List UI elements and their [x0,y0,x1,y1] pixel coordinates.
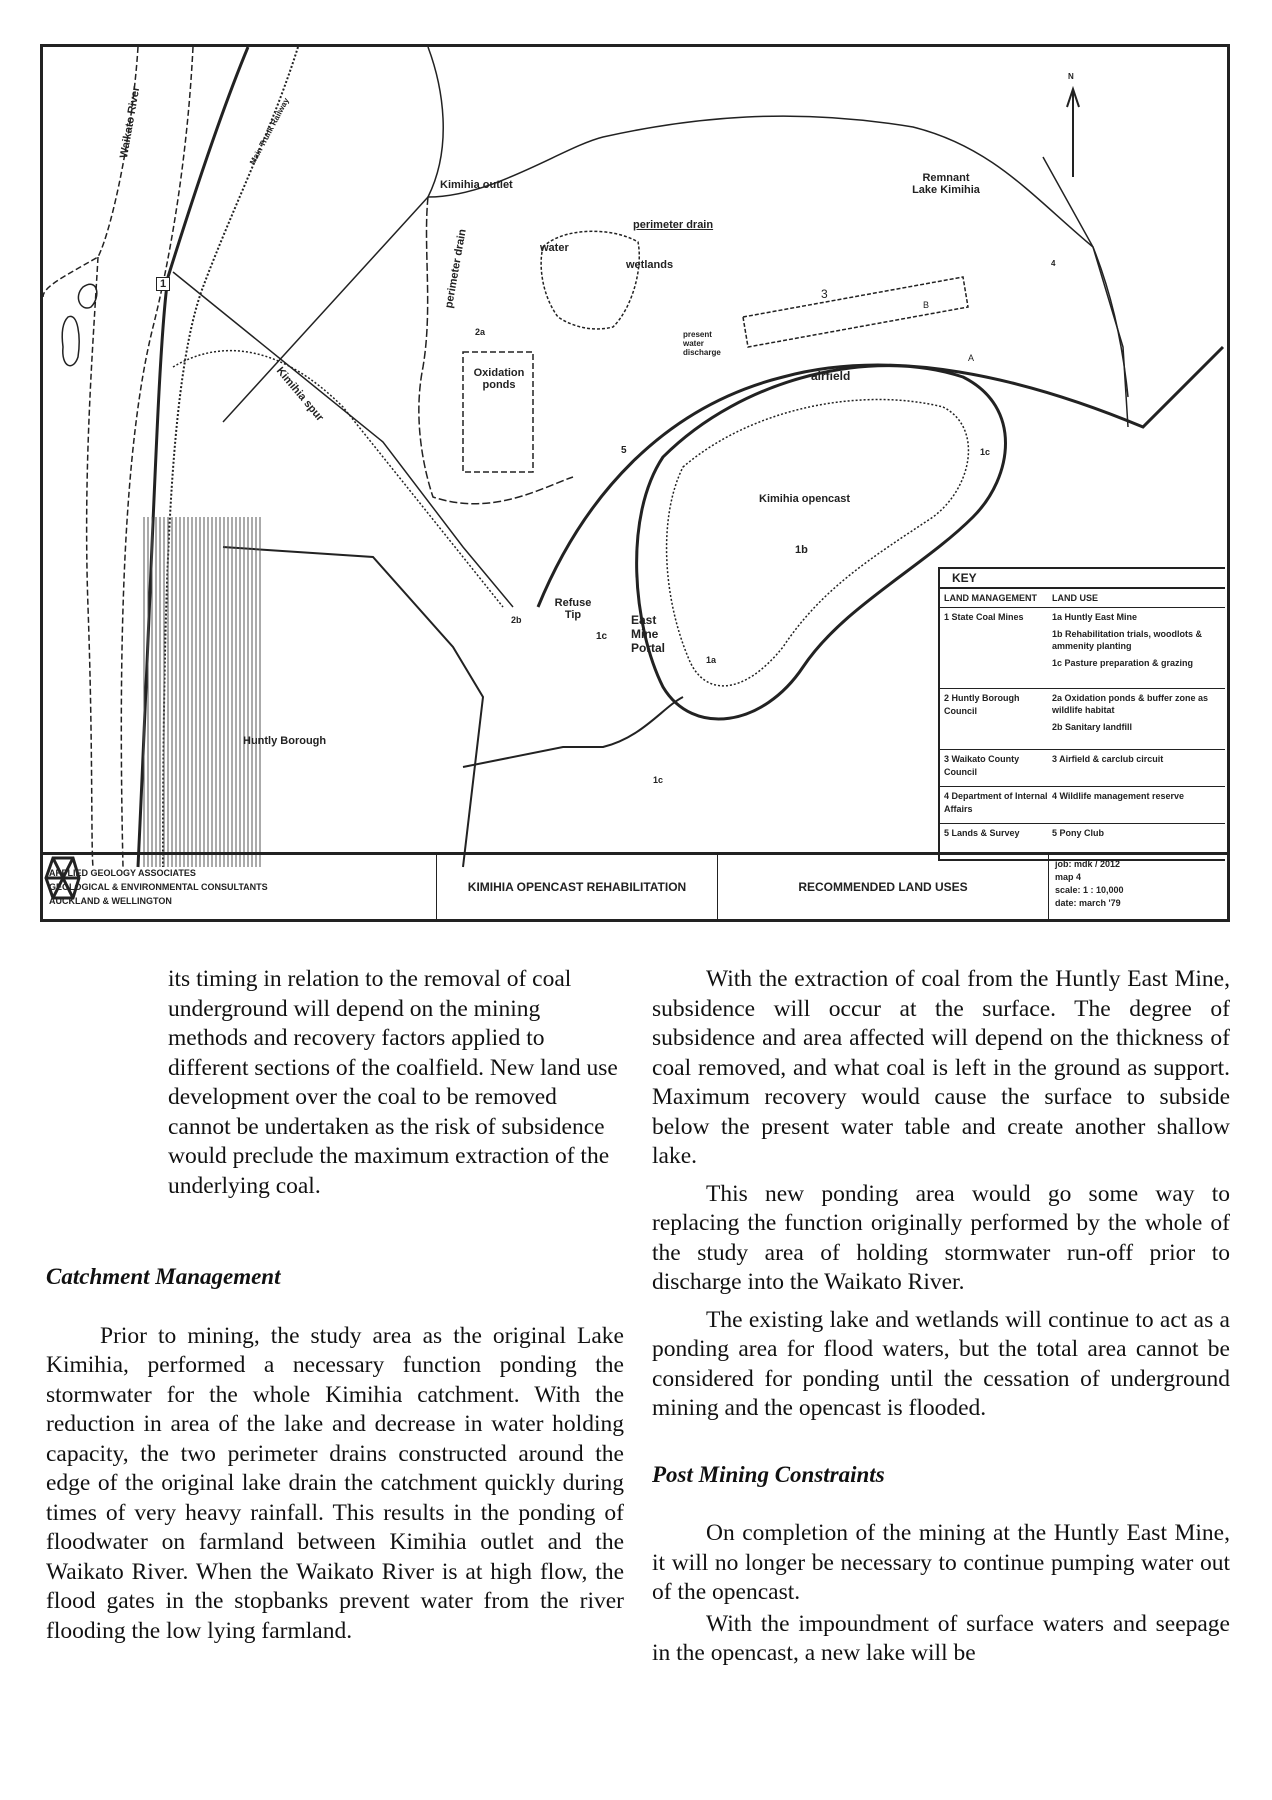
firm-name: APPLIED GEOLOGY ASSOCIATES [49,868,196,878]
label-kimihia-outlet: Kimihia outlet [440,179,513,191]
paragraph: its timing in relation to the removal of coal underground will depend on the mining methods and recovery factors applied to different sections of the coalfield. New land use development over the coal to be removed cannot be undertaken as the risk of subsidence would preclude the maximum extraction of the underlying coal. [168,966,618,1199]
firm-block [43,855,437,919]
map-key [938,567,1225,861]
river-bank-west [43,47,138,297]
zone-1c: 1c [596,631,608,642]
project-title: KIMIHIA OPENCAST REHABILITATION [437,855,718,919]
key-group [940,787,1225,824]
label-perimeter-drain-top: perimeter drain [633,219,714,231]
label-wetlands: wetlands [626,259,674,271]
key-group [940,824,1225,847]
opencast-rim-inner [667,400,969,686]
zone-1a: 1a [706,655,717,665]
job-number: job: mdk / 2012 [1055,859,1121,869]
key-use: 3 Airfield & carclub circuit [1052,754,1164,764]
key-use: 2a Oxidation ponds & buffer zone as wildlife habitat [1052,693,1209,715]
key-use: 1c Pasture preparation & grazing [1052,658,1194,668]
land-use-map [40,44,1230,922]
label-huntly-borough: Huntly Borough [243,735,327,747]
key-use: 5 Pony Club [1052,828,1105,838]
key-use: 4 Wildlife management reserve [1052,791,1184,801]
key-management: 4 Department of Internal Affairs [944,791,1048,814]
label-water: water [540,242,569,254]
zone-1c: 1c [980,447,991,457]
label-kimihia-opencast: Kimihia opencast [759,493,851,505]
zone-B: B [923,300,930,310]
map-number: map 4 [1055,872,1082,882]
paragraph: With the extraction of coal from the Huntly East Mine, subsidence will occur at the surface. The degree of subsidence and area affected will depend on the thickness of coal removed, and what coal is left in the ground as support. Maximum recovery would cause the surface to subside below the present water table and create another shallow lake. [652,966,1230,1169]
road-diagonal-2 [223,197,428,422]
zone-2a: 2a [475,327,486,337]
paragraph: With the impoundment of surface waters and seepage in the opencast, a new lake will be [652,1610,1230,1666]
borough-road [463,697,683,767]
key-use: 1a Huntly East Mine [1052,612,1138,622]
zone-1c: 1c [653,775,664,785]
key-group [940,608,1225,689]
river-bank-west-2 [87,257,98,867]
paragraph: This new ponding area would go some way to replacing the function originally performed by the whole of the study area of holding stormwater run-off prior to discharge into the Waikato River. [652,1180,1230,1295]
label-present-water-discharge: present water discharge [683,330,721,357]
firm-location: AUCKLAND & WELLINGTON [49,896,172,906]
firm-logo-icon [43,855,81,901]
key-col-management: LAND MANAGEMENT [944,593,1037,603]
zone-1b: 1b [795,544,808,556]
label-waikato-river: Waikato River [118,85,143,160]
label-main-trunk-railway: Main Trunk Railway [248,96,291,167]
left-column-bottom [46,1262,624,1646]
lake-boundary [1043,157,1128,427]
key-use: 2b Sanitary landfill [1052,722,1133,732]
label-airfield: airfield [811,369,851,383]
map-date: date: march '79 [1055,898,1121,908]
paragraph: The existing lake and wetlands will continue to act as a ponding area for flood waters, but the total area cannot be considered for ponding until the cessation of underground mining and the opencast is flooded. [652,1306,1230,1421]
airfield-strip [743,277,968,347]
zone-A: A [968,353,975,363]
zone-3: 3 [821,287,828,301]
map-metadata [1049,855,1227,919]
label-refuse-tip: Refuse Tip [554,597,592,621]
zone-2b: 2b [511,615,522,625]
left-column-top [168,965,618,1201]
map-subject: RECOMMENDED LAND USES [718,855,1049,919]
river-island-2 [62,316,79,365]
highway-shield-icon: 1 [156,277,170,291]
key-group [940,750,1225,787]
north-label: N [1068,72,1074,81]
label-oxidation-ponds: Oxidation ponds [473,367,525,391]
heading-catchment-management: Catchment Management [46,1264,281,1289]
key-header [940,589,1225,608]
remnant-lake-shore [428,47,1128,397]
label-remnant-lake: Remnant Lake Kimihia [912,172,980,196]
paragraph: On completion of the mining at the Huntly East Mine, it will no longer be necessary to continue pumping water out of the opencast. [652,1520,1230,1605]
firm-description: GEOLOGICAL & ENVIRONMENTAL CONSULTANTS [49,882,268,892]
river-island [78,284,96,308]
key-col-use: LAND USE [1052,593,1099,603]
key-group [940,689,1225,750]
paragraph: Prior to mining, the study area as the original Lake Kimihia, performed a necessary function ponding the stormwater for the whole Kimihia catchment. With the reduction in area of the lake and decrease in water holding capacity, the two perimeter drains constructed around the edge of the original lake drain the catchment quickly during times of very heavy rainfall. This results in the ponding of floodwater on farmland between Kimihia outlet and the Waikato River. When the Waikato River is at high flow, the flood gates in the stopbanks prevent water from the river flooding the low lying farmland. [46,1322,624,1644]
key-management: 1 State Coal Mines [944,612,1024,622]
key-management: 5 Lands & Survey [944,828,1020,838]
right-column [652,965,1230,1669]
zone-4: 4 [1051,259,1056,268]
map-scale: scale: 1 : 10,000 [1055,885,1124,895]
label-kimihia-spur: Kimihia spur [273,365,326,424]
map-title-block [43,852,1227,919]
key-use: 1b Rehabilitation trials, woodlots & ammenity planting [1052,629,1203,651]
key-title: KEY [940,569,1225,589]
zone-5: 5 [621,445,627,456]
label-perimeter-drain-left: perimeter drain [443,228,469,310]
label-east-mine-portal: East Mine Portal [631,613,666,655]
heading-post-mining-constraints: Post Mining Constraints [652,1461,885,1487]
key-management: 3 Waikato County Council [944,754,1020,777]
key-management: 2 Huntly Borough Council [944,693,1020,716]
